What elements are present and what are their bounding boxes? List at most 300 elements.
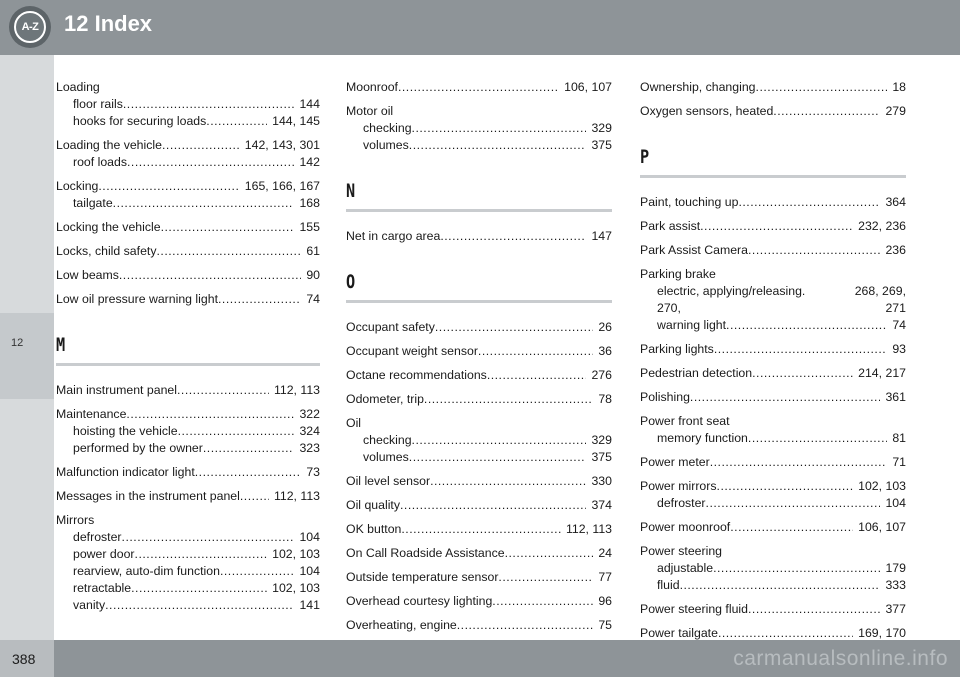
entry-term: Malfunction indicator light	[56, 465, 195, 479]
dot-leader	[738, 194, 880, 211]
index-entry-line	[346, 319, 612, 336]
index-subentry	[56, 529, 320, 546]
index-subentry	[346, 137, 612, 154]
dot-leader	[487, 367, 587, 384]
dot-leader	[156, 243, 301, 260]
subentry-pages: 179	[885, 561, 906, 575]
index-entry	[346, 545, 612, 562]
index-entry	[56, 267, 320, 284]
entry-pages: 75	[598, 618, 612, 632]
index-entry	[640, 389, 906, 406]
subentry-pages: 81	[892, 431, 906, 445]
index-entry	[56, 512, 320, 614]
subentry-term: checking	[363, 121, 412, 135]
entry-term: On Call Roadside Assistance	[346, 546, 505, 560]
index-column-3	[640, 79, 906, 649]
subentry-pages: 141	[299, 598, 320, 612]
subentry-term: hoisting the vehicle	[73, 424, 178, 438]
dot-leader	[498, 569, 593, 586]
dot-leader	[113, 195, 295, 212]
index-entry-line	[640, 218, 906, 235]
index-column-2	[346, 79, 612, 641]
index-entry	[640, 242, 906, 259]
dot-leader	[756, 79, 888, 96]
index-entry	[640, 601, 906, 618]
index-entry	[56, 291, 320, 308]
index-entry-line	[56, 464, 320, 481]
dot-leader	[240, 488, 269, 505]
section-divider	[346, 300, 612, 303]
subentry-term: volumes	[363, 450, 409, 464]
subentry-term: tailgate	[73, 196, 113, 210]
entry-pages: 96	[598, 594, 612, 608]
entry-term: OK button	[346, 522, 402, 536]
entry-term: Parking lights	[640, 342, 714, 356]
entry-term: Moonroof	[346, 80, 398, 94]
index-entry	[346, 521, 612, 538]
index-entry-line	[346, 79, 612, 96]
dot-leader	[126, 406, 294, 423]
entry-term: Outside temperature sensor	[346, 570, 499, 584]
entry-pages: 112, 113	[565, 522, 612, 536]
index-entry	[640, 79, 906, 96]
dot-leader	[98, 178, 239, 195]
index-entry-line	[346, 473, 612, 490]
index-entry-line	[640, 478, 906, 495]
subentry-pages-end: 271	[885, 301, 906, 315]
index-entry-line	[56, 267, 320, 284]
subentry-term: power door	[73, 547, 135, 561]
entry-term: Parking brake	[640, 267, 716, 281]
subentry-pages: 168	[299, 196, 320, 210]
entry-pages: 322	[299, 407, 320, 421]
section-heading-o	[346, 271, 612, 305]
dot-leader	[717, 478, 854, 495]
index-entry	[346, 593, 612, 610]
subentry-pages: 329	[591, 433, 612, 447]
chapter-tab	[0, 313, 54, 399]
index-subentry	[56, 580, 320, 597]
dot-leader	[123, 96, 295, 113]
entry-term: Odometer, trip	[346, 392, 424, 406]
entry-term: Pedestrian detection	[640, 366, 753, 380]
subentry-term: fluid	[657, 578, 680, 592]
dot-leader	[430, 473, 586, 490]
entry-pages: 77	[598, 570, 612, 584]
subentry-pages: 102, 103	[272, 581, 320, 595]
entry-term: Low beams	[56, 268, 119, 282]
index-entry	[56, 243, 320, 260]
index-entry-line	[346, 228, 612, 245]
index-entry-line	[640, 413, 906, 430]
index-subentry	[56, 597, 320, 614]
index-subentry-continued	[640, 300, 906, 317]
dot-leader	[401, 521, 561, 538]
entry-pages: 142, 143, 301	[244, 138, 320, 152]
dot-leader	[700, 218, 853, 235]
dot-leader	[706, 495, 881, 512]
entry-term: Power steering	[640, 544, 723, 558]
subentry-term: checking	[363, 433, 412, 447]
entry-pages: 24	[598, 546, 612, 560]
index-entry	[56, 382, 320, 399]
subentry-pages: 324	[299, 424, 320, 438]
entry-term: Motor oil	[346, 104, 394, 118]
index-entry-line	[640, 454, 906, 471]
entry-term: Oxygen sensors, heated	[640, 104, 774, 118]
chapter-tab-strip	[0, 55, 54, 640]
index-entry	[640, 543, 906, 594]
index-entry-line	[640, 543, 906, 560]
chapter-tab-label: 12	[11, 337, 24, 349]
entry-pages: 18	[892, 80, 906, 94]
subentry-term: volumes	[363, 138, 409, 152]
entry-term: Oil	[346, 416, 362, 430]
index-entry-line	[346, 545, 612, 562]
index-entry	[56, 406, 320, 457]
entry-pages: 377	[885, 602, 906, 616]
index-entry	[56, 178, 320, 212]
index-entry-line	[640, 194, 906, 211]
entry-pages: 214, 217	[858, 366, 906, 380]
index-subentry	[56, 195, 320, 212]
index-subentry	[56, 423, 320, 440]
subentry-term: retractable	[73, 581, 132, 595]
index-entry-line	[640, 519, 906, 536]
index-entry-line	[346, 391, 612, 408]
dot-leader	[119, 267, 301, 284]
entry-term: Locks, child safety	[56, 244, 157, 258]
entry-pages: 26	[598, 320, 612, 334]
entry-pages: 112, 113	[273, 383, 320, 397]
index-subentry	[346, 120, 612, 137]
entry-pages: 236	[885, 243, 906, 257]
index-entry-line	[640, 341, 906, 358]
index-subentry	[346, 432, 612, 449]
subentry-term: vanity	[73, 598, 106, 612]
section-letter: P	[640, 146, 650, 168]
subentry-term: rearview, auto-dim function	[73, 564, 220, 578]
index-entry	[346, 617, 612, 634]
index-subentry	[346, 449, 612, 466]
entry-pages: 374	[591, 498, 612, 512]
section-letter: O	[346, 271, 356, 293]
entry-pages: 165, 166, 167	[244, 179, 320, 193]
page-header	[0, 0, 960, 55]
index-entry-line	[346, 497, 612, 514]
entry-term: Net in cargo area	[346, 229, 441, 243]
entry-pages: 147	[591, 229, 612, 243]
index-entry	[346, 343, 612, 360]
dot-leader	[409, 449, 587, 466]
section-letter: M	[56, 334, 66, 356]
entry-term: Park Assist Camera	[640, 243, 748, 257]
dot-leader	[398, 79, 559, 96]
dot-leader	[424, 391, 593, 408]
index-entry-line	[56, 79, 320, 96]
index-entry	[640, 103, 906, 120]
section-heading-m	[56, 334, 320, 368]
index-entry-line	[346, 593, 612, 610]
dot-leader	[131, 580, 267, 597]
index-subentry	[640, 283, 906, 300]
index-entry-line	[346, 521, 612, 538]
entry-term: Main instrument panel	[56, 383, 177, 397]
index-entry	[346, 473, 612, 490]
index-subentry	[56, 440, 320, 457]
index-entry-line	[346, 569, 612, 586]
subentry-pages: 102, 103	[272, 547, 320, 561]
entry-term: Occupant weight sensor	[346, 344, 478, 358]
dot-leader	[220, 563, 295, 580]
subentry-pages: 329	[591, 121, 612, 135]
dot-leader	[203, 440, 295, 457]
dot-leader	[748, 242, 880, 259]
index-subentry	[640, 560, 906, 577]
subentry-pages: 333	[885, 578, 906, 592]
entry-pages: 71	[892, 455, 906, 469]
section-heading-n	[346, 180, 612, 214]
index-entry-line	[56, 178, 320, 195]
subentry-term: defroster	[657, 496, 706, 510]
index-entry-line	[640, 242, 906, 259]
index-entry	[640, 266, 906, 334]
subentry-term: performed by the owner	[73, 441, 203, 455]
entry-term: Maintenance	[56, 407, 127, 421]
entry-pages: 106, 107	[858, 520, 906, 534]
index-entry	[56, 488, 320, 505]
index-entry-line	[56, 512, 320, 529]
dot-leader	[726, 317, 887, 334]
entry-pages: 102, 103	[858, 479, 906, 493]
entry-term: Mirrors	[56, 513, 95, 527]
index-entry-line	[640, 266, 906, 283]
page-number: 388	[12, 651, 36, 667]
index-subentry	[56, 154, 320, 171]
dot-leader	[440, 228, 586, 245]
index-entry	[346, 103, 612, 154]
entry-term: Paint, touching up	[640, 195, 739, 209]
index-entry-line	[640, 103, 906, 120]
dot-leader	[730, 519, 853, 536]
dot-leader	[690, 389, 881, 406]
dot-leader	[748, 601, 880, 618]
index-subentry	[640, 317, 906, 334]
page-footer	[0, 640, 960, 677]
index-entry-line	[56, 488, 320, 505]
subentry-term: electric, applying/releasing.	[657, 284, 806, 298]
entry-term: Octane recommendations	[346, 368, 487, 382]
entry-pages: 36	[598, 344, 612, 358]
subentry-pages-continued: 270,	[657, 301, 681, 315]
entry-pages: 74	[306, 292, 320, 306]
index-entry	[346, 79, 612, 96]
index-entry	[640, 478, 906, 512]
entry-term: Power front seat	[640, 414, 730, 428]
index-subentry	[56, 546, 320, 563]
entry-pages: 73	[306, 465, 320, 479]
index-entry	[56, 137, 320, 171]
footer-tab	[0, 640, 54, 677]
index-subentry	[640, 577, 906, 594]
dot-leader	[206, 113, 267, 130]
entry-term: Power mirrors	[640, 479, 717, 493]
dot-leader	[773, 103, 880, 120]
subentry-pages: 144, 145	[272, 114, 320, 128]
dot-leader	[710, 454, 888, 471]
entry-pages: 232, 236	[858, 219, 906, 233]
dot-leader	[680, 577, 881, 594]
dot-leader	[162, 137, 240, 154]
entry-term: Oil level sensor	[346, 474, 431, 488]
subentry-term: roof loads	[73, 155, 128, 169]
a-z-logo-text: A-Z	[14, 11, 46, 43]
entry-term: Loading	[56, 80, 100, 94]
index-entry-line	[640, 389, 906, 406]
dot-leader	[122, 529, 295, 546]
index-entry-line	[56, 137, 320, 154]
entry-pages: 276	[591, 368, 612, 382]
subentry-pages: 104	[299, 530, 320, 544]
index-subentry	[640, 495, 906, 512]
entry-term: Polishing	[640, 390, 690, 404]
entry-pages: 78	[598, 392, 612, 406]
entry-term: Loading the vehicle	[56, 138, 162, 152]
index-subentry	[56, 113, 320, 130]
subentry-pages: 375	[591, 450, 612, 464]
entry-term: Power meter	[640, 455, 710, 469]
index-entry-line	[640, 365, 906, 382]
subentry-term: defroster	[73, 530, 122, 544]
subentry-term: warning light	[657, 318, 727, 332]
dot-leader	[218, 291, 301, 308]
index-entry	[640, 519, 906, 536]
index-entry-line	[346, 367, 612, 384]
subentry-term: memory function	[657, 431, 748, 445]
subentry-pages: 104	[885, 496, 906, 510]
entry-pages: 93	[892, 342, 906, 356]
index-entry	[640, 454, 906, 471]
dot-leader	[105, 597, 294, 614]
index-subentry	[56, 96, 320, 113]
index-entry	[346, 367, 612, 384]
index-entry	[346, 415, 612, 466]
index-subentry	[56, 563, 320, 580]
subentry-pages: 74	[892, 318, 906, 332]
entry-term: Occupant safety	[346, 320, 435, 334]
section-divider	[56, 363, 320, 366]
index-entry-line	[346, 415, 612, 432]
entry-term: Power moonroof	[640, 520, 731, 534]
entry-term: Oil quality	[346, 498, 400, 512]
dot-leader	[161, 219, 295, 236]
entry-term: Overheating, engine	[346, 618, 457, 632]
dot-leader	[713, 560, 880, 577]
subentry-term: adjustable	[657, 561, 714, 575]
index-entry	[56, 464, 320, 481]
subentry-pages: 142	[299, 155, 320, 169]
entry-pages: 106, 107	[564, 80, 612, 94]
section-letter: N	[346, 180, 356, 202]
dot-leader	[195, 464, 302, 481]
index-entry	[346, 319, 612, 336]
index-entry	[346, 569, 612, 586]
entry-pages: 112, 113	[273, 489, 320, 503]
index-entry	[640, 365, 906, 382]
entry-pages: 279	[885, 104, 906, 118]
subentry-pages: 375	[591, 138, 612, 152]
dot-leader	[412, 432, 587, 449]
dot-leader	[177, 382, 269, 399]
entry-term: Locking	[56, 179, 99, 193]
subentry-pages: 144	[299, 97, 320, 111]
index-entry	[56, 79, 320, 130]
dot-leader	[409, 137, 587, 154]
index-entry	[640, 218, 906, 235]
entry-pages: 90	[306, 268, 320, 282]
index-entry	[346, 391, 612, 408]
index-entry-line	[56, 219, 320, 236]
dot-leader	[435, 319, 593, 336]
page-title: 12 Index	[64, 11, 153, 36]
entry-term: Locking the vehicle	[56, 220, 161, 234]
dot-leader	[505, 545, 594, 562]
subentry-pages: 323	[299, 441, 320, 455]
dot-leader	[478, 343, 593, 360]
index-entry-line	[56, 406, 320, 423]
entry-term: Overhead courtesy lighting	[346, 594, 493, 608]
dot-leader	[178, 423, 295, 440]
index-entry	[640, 194, 906, 211]
entry-pages: 169, 170	[858, 626, 906, 640]
index-entry	[640, 341, 906, 358]
subentry-term: floor rails	[73, 97, 123, 111]
entry-term: Power tailgate	[640, 626, 718, 640]
entry-pages: 330	[591, 474, 612, 488]
dot-leader	[135, 546, 268, 563]
entry-pages: 61	[306, 244, 320, 258]
index-entry-line	[346, 617, 612, 634]
index-entry-line	[56, 243, 320, 260]
watermark: carmanualsonline.info	[733, 647, 948, 670]
entry-term: Power steering fluid	[640, 602, 748, 616]
entry-term: Messages in the instrument panel	[56, 489, 240, 503]
index-entry-line	[640, 601, 906, 618]
section-divider	[640, 175, 906, 178]
index-entry-line	[640, 79, 906, 96]
dot-leader	[752, 365, 853, 382]
subentry-pages: 268, 269,	[854, 284, 906, 298]
index-entry	[346, 228, 612, 245]
dot-leader	[457, 617, 594, 634]
index-column-1	[56, 79, 320, 621]
subentry-term: hooks for securing loads	[73, 114, 207, 128]
dot-leader	[748, 430, 887, 447]
entry-pages: 361	[885, 390, 906, 404]
dot-leader	[127, 154, 294, 171]
section-divider	[346, 209, 612, 212]
index-entry	[56, 219, 320, 236]
entry-term: Ownership, changing	[640, 80, 756, 94]
dot-leader	[492, 593, 593, 610]
index-entry-line	[346, 343, 612, 360]
entry-pages: 364	[885, 195, 906, 209]
index-entry-line	[346, 103, 612, 120]
section-heading-p	[640, 146, 906, 180]
entry-term: Low oil pressure warning light	[56, 292, 218, 306]
entry-term: Park assist	[640, 219, 701, 233]
dot-leader	[400, 497, 586, 514]
